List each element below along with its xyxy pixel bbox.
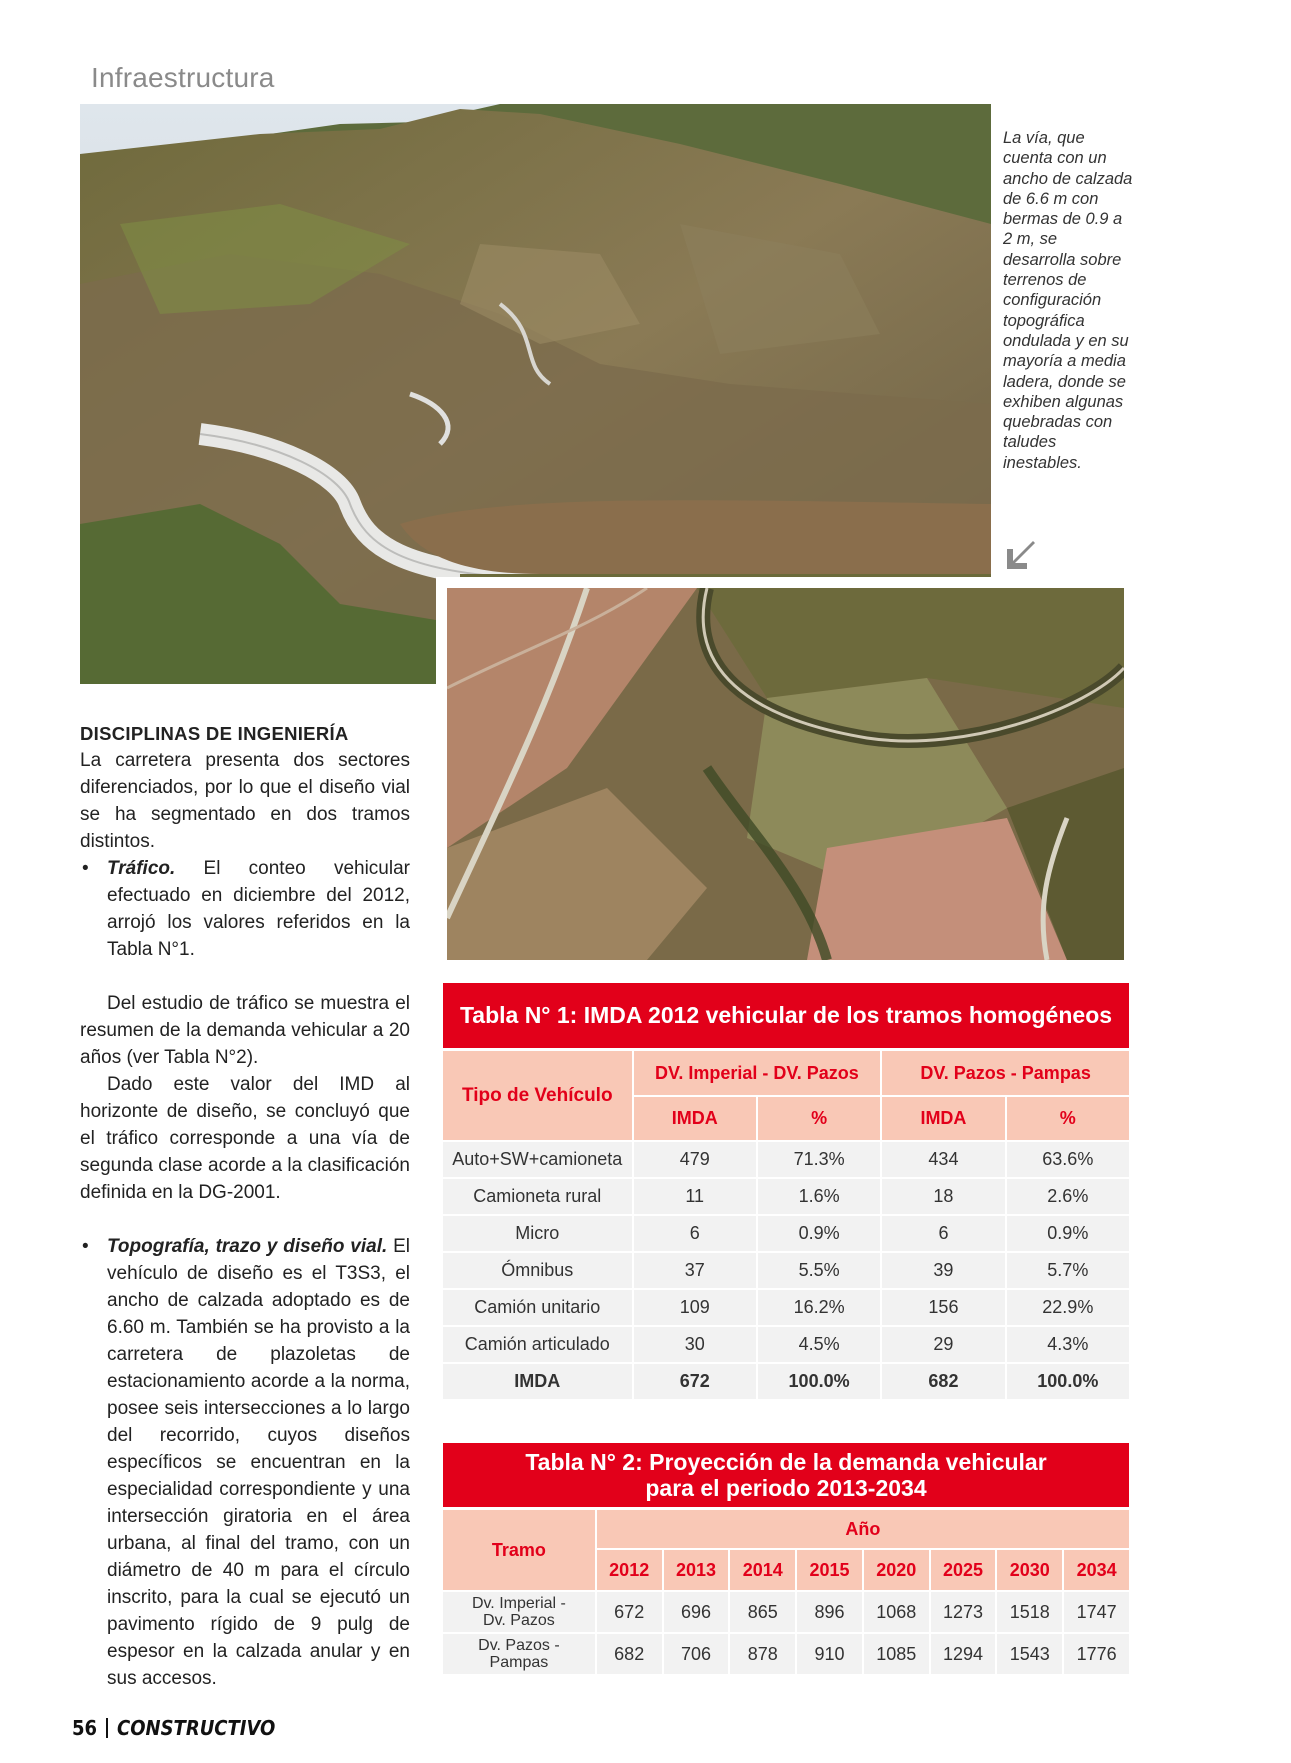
pct-cell: 4.3%: [1007, 1327, 1129, 1362]
table2: [441, 1508, 1131, 1676]
bullet-topografia: [80, 1233, 410, 1692]
demand-cell: 696: [664, 1592, 729, 1632]
imda-cell: 39: [882, 1253, 1004, 1288]
table2-title-line2: para el periodo 2013-2034: [645, 1475, 927, 1501]
table-row: [443, 1216, 1129, 1251]
demand-cell: 1294: [931, 1634, 996, 1674]
table-row: [443, 1179, 1129, 1214]
imda-cell: 6: [882, 1216, 1004, 1251]
table1-title: Tabla N° 1: IMDA 2012 vehicular de los tramos homogéneos: [443, 983, 1129, 1048]
topo-lead: Topografía, trazo y diseño vial.: [107, 1236, 388, 1257]
imda-cell: 18: [882, 1179, 1004, 1214]
imda-cell: 11: [634, 1179, 756, 1214]
year-header: 2013: [664, 1550, 729, 1590]
header-group-1: DV. Imperial - DV. Pazos: [634, 1051, 881, 1095]
total-vehicle-type-cell: IMDA: [443, 1364, 632, 1399]
tramo-line: Dv. Imperial -: [471, 1595, 566, 1612]
subheader-imda: IMDA: [634, 1097, 756, 1140]
demand-cell: 865: [730, 1592, 795, 1632]
pct-cell: 5.7%: [1007, 1253, 1129, 1288]
section-label: Infraestructura: [91, 62, 275, 93]
paragraph-2: Del estudio de tráfico se muestra el resumen de la demanda vehicular a 20 años (ver Tabla N°2).: [80, 993, 410, 1068]
table-row: [443, 1253, 1129, 1288]
tramo-line: Pampas: [489, 1654, 549, 1671]
vehicle-type-cell: Micro: [443, 1216, 632, 1251]
trafico-lead: Tráfico.: [107, 858, 176, 879]
header-vehicle-type: Tipo de Vehículo: [443, 1051, 632, 1140]
paragraph-3: Dado este valor del IMD al horizonte de diseño, se concluyó que el tráfico corresponde a una vía de segunda clase acorde a la clasificación definida en la DG-2001.: [80, 1074, 410, 1203]
table-row: [443, 1327, 1129, 1362]
tramo-line: Dv. Pazos -: [478, 1637, 560, 1654]
footer-divider: [106, 1718, 108, 1738]
table2-title-line1: Tabla N° 2: Proyección de la demanda vehicular: [525, 1449, 1047, 1475]
aerial-fields-photo: [447, 588, 1124, 960]
pct-cell: 63.6%: [1007, 1142, 1129, 1177]
table-total-row: [443, 1364, 1129, 1399]
imda-cell: 6: [634, 1216, 756, 1251]
tramo-cell: [443, 1592, 595, 1632]
imda-cell: 109: [634, 1290, 756, 1325]
imda-cell: 434: [882, 1142, 1004, 1177]
demand-cell: 706: [664, 1634, 729, 1674]
header-tramo: Tramo: [443, 1510, 595, 1590]
pct-cell: 4.5%: [758, 1327, 880, 1362]
table1: [441, 1049, 1131, 1401]
page-footer: [72, 1716, 275, 1740]
pct-cell: 1.6%: [758, 1179, 880, 1214]
vehicle-type-cell: Camión unitario: [443, 1290, 632, 1325]
total-pct-cell: 100.0%: [1007, 1364, 1129, 1399]
pct-cell: 0.9%: [758, 1216, 880, 1251]
pct-cell: 2.6%: [1007, 1179, 1129, 1214]
trafico-text: El conteo vehicular efectuado en diciembre del 2012, arrojó los valores referidos en la Tabla N°1.: [107, 858, 410, 960]
magazine-name: CONSTRUCTIVO: [117, 1716, 276, 1740]
demand-cell: 910: [797, 1634, 862, 1674]
page-number: 56: [72, 1716, 98, 1740]
imda-cell: 29: [882, 1327, 1004, 1362]
demand-cell: 1776: [1064, 1634, 1129, 1674]
year-header: 2025: [931, 1550, 996, 1590]
table-row: [443, 1634, 1129, 1674]
vehicle-type-cell: Ómnibus: [443, 1253, 632, 1288]
pct-cell: 71.3%: [758, 1142, 880, 1177]
tramo-cell: [443, 1634, 595, 1674]
header-year: Año: [597, 1510, 1129, 1548]
table-row: [443, 1592, 1129, 1632]
demand-cell: 896: [797, 1592, 862, 1632]
pct-cell: 0.9%: [1007, 1216, 1129, 1251]
section-heading: DISCIPLINAS DE INGENIERÍA: [80, 723, 349, 744]
subheader-pct: %: [758, 1097, 880, 1140]
demand-cell: 672: [597, 1592, 662, 1632]
year-header: 2015: [797, 1550, 862, 1590]
demand-cell: 1068: [864, 1592, 929, 1632]
demand-cell: 1273: [931, 1592, 996, 1632]
header-group-2: DV. Pazos - Pampas: [882, 1051, 1129, 1095]
demand-cell: 1518: [997, 1592, 1062, 1632]
demand-cell: 682: [597, 1634, 662, 1674]
table-row: [443, 1142, 1129, 1177]
year-header: 2034: [1064, 1550, 1129, 1590]
bullet-trafico: [80, 855, 410, 963]
bullet-dot: •: [82, 858, 89, 879]
demand-cell: 878: [730, 1634, 795, 1674]
total-imda-cell: 682: [882, 1364, 1004, 1399]
imda-cell: 479: [634, 1142, 756, 1177]
tramo-line: Dv. Pazos: [483, 1612, 555, 1629]
imda-cell: 37: [634, 1253, 756, 1288]
year-header: 2012: [597, 1550, 662, 1590]
total-imda-cell: 672: [634, 1364, 756, 1399]
pct-cell: 16.2%: [758, 1290, 880, 1325]
intro-paragraph: La carretera presenta dos sectores diferenciados, por lo que el diseño vial se ha segmentado en dos tramos distintos.: [80, 750, 410, 852]
photo-caption: La vía, que cuenta con un ancho de calzada de 6.6 m con bermas de 0.9 a 2 m, se desarrolla sobre terrenos de configuración topográfica ondulada y en su mayoría a media ladera, donde se exhiben algunas quebradas con taludes inestables.: [1003, 129, 1133, 472]
table-row: [443, 1290, 1129, 1325]
imda-cell: 156: [882, 1290, 1004, 1325]
pct-cell: 5.5%: [758, 1253, 880, 1288]
vehicle-type-cell: Camioneta rural: [443, 1179, 632, 1214]
demand-cell: 1543: [997, 1634, 1062, 1674]
subheader-pct: %: [1007, 1097, 1129, 1140]
vehicle-type-cell: Auto+SW+camioneta: [443, 1142, 632, 1177]
bullet-dot: •: [82, 1236, 89, 1257]
table2-title: [443, 1443, 1129, 1507]
demand-cell: 1747: [1064, 1592, 1129, 1632]
demand-cell: 1085: [864, 1634, 929, 1674]
subheader-imda: IMDA: [882, 1097, 1004, 1140]
topo-text: El vehículo de diseño es el T3S3, el ancho de calzada adoptado es de 6.60 m. También se ha provisto a la carretera de plazoletas de estacionamiento acorde a la norma, posee seis intersecciones a lo largo del recorrido, cuyos diseños específicos se encuentran en la especialidad correspondiente y una intersección giratoria en el área urbana, al final del tramo, con un diámetro de 40 m para el círculo inscrito, para la cual se ejecutó un pavimento rígido de 9 pulg de espesor en la calzada anular y en sus accesos.: [107, 1236, 410, 1689]
year-header: 2014: [730, 1550, 795, 1590]
total-pct-cell: 100.0%: [758, 1364, 880, 1399]
imda-cell: 30: [634, 1327, 756, 1362]
arrow-down-left-icon: [1003, 537, 1039, 573]
body-text: [80, 720, 410, 1692]
year-header: 2020: [864, 1550, 929, 1590]
year-header: 2030: [997, 1550, 1062, 1590]
vehicle-type-cell: Camión articulado: [443, 1327, 632, 1362]
pct-cell: 22.9%: [1007, 1290, 1129, 1325]
